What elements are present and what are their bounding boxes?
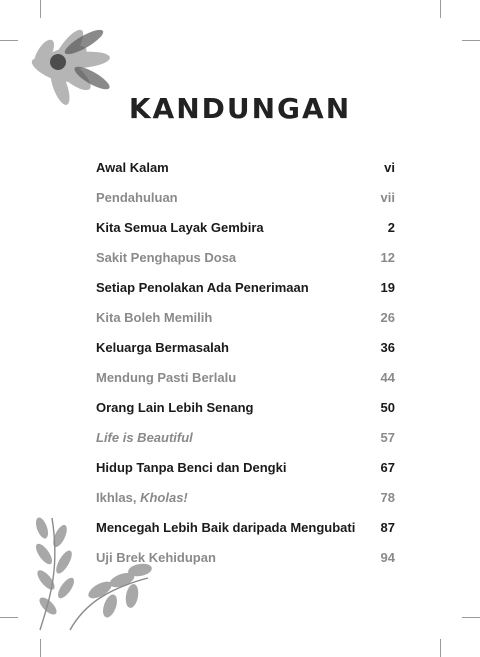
toc-entry-title xyxy=(96,490,188,505)
toc-entry-title: Keluarga Bermasalah xyxy=(96,339,229,355)
toc-entry-title: Uji Brek Kehidupan xyxy=(96,549,216,565)
toc-entry-page: 50 xyxy=(380,399,395,415)
toc-entry-title: Awal Kalam xyxy=(96,159,169,175)
toc-entry-page: 67 xyxy=(380,459,395,475)
toc-entry xyxy=(96,542,395,572)
toc-entry xyxy=(96,392,395,422)
page-title: KANDUNGAN xyxy=(128,92,352,125)
toc-entry-title: Setiap Penolakan Ada Penerimaan xyxy=(96,279,309,295)
toc-entry-title: Kita Semua Layak Gembira xyxy=(96,219,264,235)
toc-entry-page: 78 xyxy=(380,489,395,505)
toc-entry xyxy=(96,272,395,302)
toc-entry-page: 87 xyxy=(380,519,395,535)
crop-mark xyxy=(40,0,41,18)
toc-entry-title: Mencegah Lebih Baik daripada Mengubati xyxy=(96,519,356,535)
toc-entry-page: 12 xyxy=(380,249,395,265)
toc-entry-title-italic: Kholas! xyxy=(140,489,188,505)
toc-entry xyxy=(96,182,395,212)
toc-entry xyxy=(96,152,395,182)
crop-mark xyxy=(40,639,41,657)
toc-entry-title: Mendung Pasti Berlalu xyxy=(96,369,237,385)
toc-entry-title: Orang Lain Lebih Senang xyxy=(96,399,254,415)
toc-entry-title: Hidup Tanpa Benci dan Dengki xyxy=(96,459,287,475)
crop-mark xyxy=(440,639,441,657)
toc-entry-page: 2 xyxy=(387,219,395,235)
toc-entry-page: 36 xyxy=(380,339,395,355)
table-of-contents xyxy=(96,152,395,572)
toc-entry-title: Life is Beautiful xyxy=(96,429,193,445)
toc-entry xyxy=(96,512,395,542)
toc-entry-title: Sakit Penghapus Dosa xyxy=(96,249,237,265)
toc-entry-page: vii xyxy=(380,189,395,205)
toc-entry xyxy=(96,212,395,242)
toc-entry xyxy=(96,242,395,272)
toc-entry xyxy=(96,452,395,482)
toc-entry-title: Pendahuluan xyxy=(96,189,178,205)
toc-entry-page: 94 xyxy=(380,549,395,565)
toc-entry xyxy=(96,302,395,332)
crop-mark xyxy=(462,617,480,618)
toc-entry-page: 44 xyxy=(380,369,395,385)
toc-entry-page: vi xyxy=(384,159,395,175)
toc-entry xyxy=(96,422,395,452)
toc-entry xyxy=(96,482,395,512)
crop-mark xyxy=(0,40,18,41)
crop-mark xyxy=(462,40,480,41)
toc-entry xyxy=(96,332,395,362)
crop-mark xyxy=(440,0,441,18)
toc-entry-page: 57 xyxy=(380,429,395,445)
toc-entry-title-prefix: Ikhlas, xyxy=(96,489,141,505)
toc-entry xyxy=(96,362,395,392)
toc-entry-page: 19 xyxy=(380,279,395,295)
toc-entry-page: 26 xyxy=(380,309,395,325)
crop-mark xyxy=(0,617,18,618)
toc-entry-title: Kita Boleh Memilih xyxy=(96,309,213,325)
